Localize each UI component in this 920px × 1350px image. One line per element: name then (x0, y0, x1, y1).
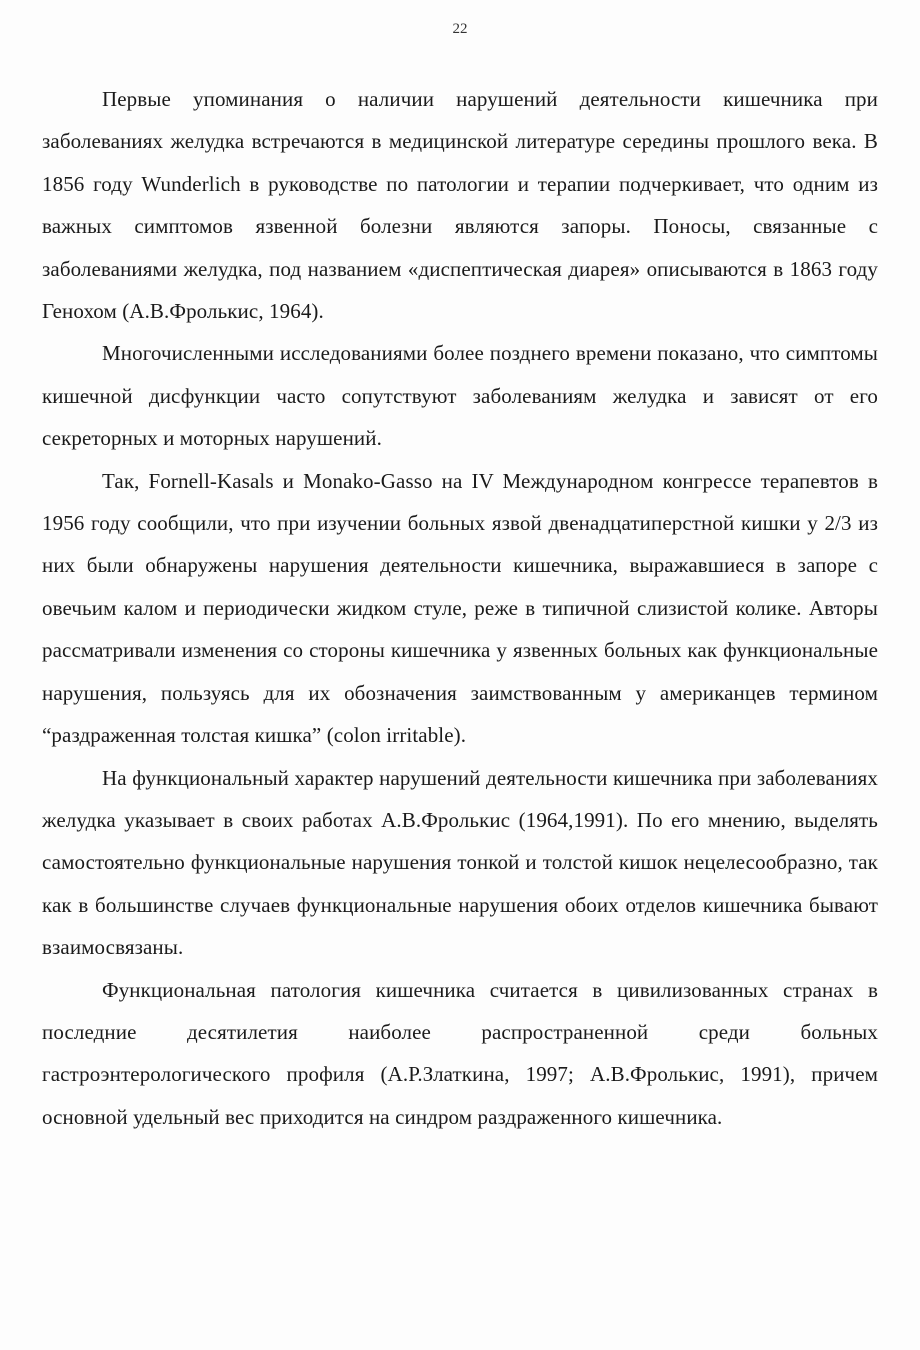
paragraph-3: Так, Fornell-Kasals и Monako-Gasso на IV Международном конгрессе терапевтов в 1956 году сообщили, что при изучении больных язвой двенадцатиперстной кишки у 2/3 из них были обнаружены нарушения деятельности кишечника, выражавшиеся в запоре с овечьим калом и периодически жидком стуле, реже в типичной слизистой колике. Авторы рассматривали изменения со стороны кишечника у язвенных больных как функциональные нарушения, пользуясь для их обозначения заимствованным у американцев термином “раздраженная толстая кишка” (colon irritable). (42, 468, 878, 748)
paragraph-1: Первые упоминания о наличии нарушений деятельности кишечника при заболеваниях желудка встречаются в медицинской литературе середины прошлого века. В 1856 году Wunderlich в руководстве по патологии и терапии подчеркивает, что одним из важных симптомов язвенной болезни являются запоры. Поносы, связанные с заболеваниями желудка, под названием «диспептическая диарея» описываются в 1863 году Генохом (А.В.Фролькис, 1964). (42, 87, 878, 324)
paragraph-2: Многочисленными исследованиями более позднего времени показано, что симптомы кишечной дисфункции часто сопутствуют заболеваниям желудка и зависят от его секреторных и моторных нарушений. (42, 341, 878, 451)
paragraph-4: На функциональный характер нарушений деятельности кишечника при заболеваниях желудка указывает в своих работах А.В.Фролькис (1964,1991). По его мнению, выделять самостоятельно функциональные нарушения тонкой и толстой кишок нецелесообразно, так как в большинстве случаев функциональные нарушения обоих отделов кишечника бывают взаимосвязаны. (42, 765, 878, 960)
body-text (42, 78, 878, 1138)
page-number: 22 (452, 21, 468, 37)
paragraph-5: Функциональная патология кишечника считается в цивилизованных странах в последние десятилетия наиболее распространенной среди больных гастроэнтерологического профиля (А.Р.Златкина, 1997; А.В.Фролькис, 1991), причем основной удельный вес приходится на синдром раздраженного кишечника. (42, 977, 878, 1129)
